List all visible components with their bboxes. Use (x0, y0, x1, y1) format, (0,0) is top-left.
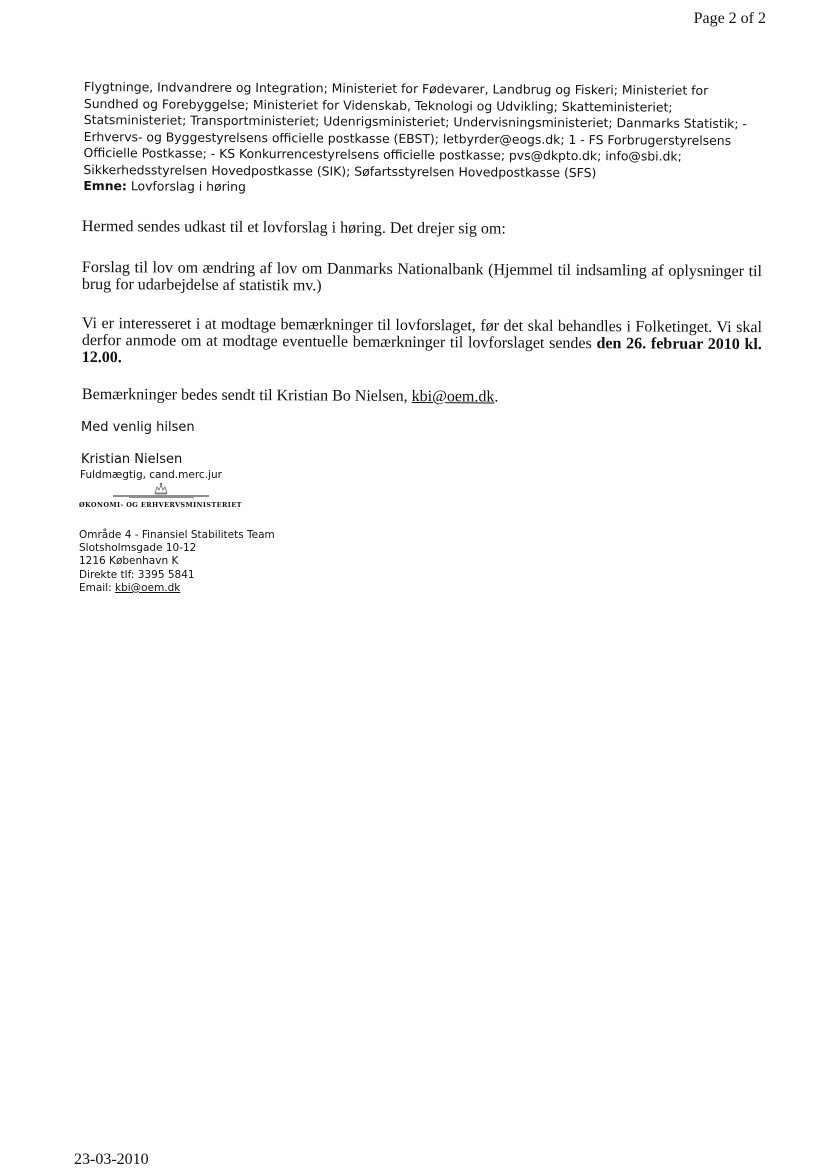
recipients-line: Statsministeriet; Transportministeriet; Udenrigsministeriet; Undervisningsministeriet; Danmarks Statistik; - (83, 111, 747, 132)
page-number: Page 2 of 2 (693, 10, 766, 27)
ministry-logo (79, 482, 259, 512)
greeting: Med venlig hilsen (81, 420, 195, 435)
recipients-line: Flygtninge, Indvandrere og Integration; Ministeriet for Fødevarer, Landbrug og Fiskeri; Ministeriet for (83, 79, 709, 98)
subject-label: Emne: (83, 177, 127, 194)
deadline-text: den 26. februar 2010 kl. 12.00. (81, 335, 762, 367)
subject-text: Lovforslag i høring (130, 178, 246, 194)
contact-city: 1216 København K (79, 555, 179, 568)
email-link[interactable]: kbi@oem.dk (411, 388, 495, 406)
intro-paragraph: Hermed sendes udkast til et lovforslag i høring. Det drejer sig om: (81, 218, 506, 238)
recipients-line: Sikkerhedsstyrelsen Hovedpostkasse (SIK); Søfartsstyrelsen Hovedpostkasse (SFS) (83, 161, 597, 180)
ministry-logo-text: ØKONOMI- OG ERHVERVSMINISTERIET (79, 501, 242, 509)
footer-date: 23-03-2010 (74, 1151, 149, 1168)
contact-block (79, 529, 275, 595)
contact-email-line (79, 582, 275, 595)
crown-icon (79, 482, 259, 502)
proposal-paragraph: Forslag til lov om ændring af lov om Danmarks Nationalbank (Hjemmel til indsamling af oplysninger til brug for udarbejdelse af statistik mv.) (81, 259, 762, 295)
recipients-block (83, 79, 754, 199)
send-to-paragraph (82, 386, 762, 407)
recipients-line: Erhvervs- og Byggestyrelsens officielle postkasse (EBST); letbyrder@eogs.dk; 1 - FS Forbrugerstyrelsens (83, 128, 732, 148)
signer-name: Kristian Nielsen (81, 452, 183, 467)
signer-title: Fuldmægtig, cand.merc.jur (80, 469, 222, 481)
contact-email-label: Email: (79, 581, 112, 594)
request-paragraph (82, 315, 762, 370)
contact-unit: Område 4 - Finansiel Stabilitets Team (79, 529, 275, 541)
send-to-end: . (494, 388, 499, 406)
recipients-line: Officielle Postkasse; - KS Konkurrencestyrelsens officielle postkasse; pvs@dkpto.dk; info@sbi.dk; (83, 144, 682, 164)
contact-phone: Direkte tlf: 3395 5841 (79, 568, 195, 581)
recipients-line: Sundhed og Forebyggelse; Ministeriet for Videnskab, Teknologi og Udvikling; Skatteministeriet; (83, 95, 673, 115)
send-to-text: Bemærkninger bedes sendt til Kristian Bo Nielsen, (81, 386, 408, 405)
contact-email-link[interactable]: kbi@oem.dk (115, 581, 181, 594)
contact-street: Slotsholmsgade 10-12 (79, 542, 197, 555)
request-text: Vi er interesseret i at modtage bemærkninger til lovforslaget, før det skal behandles i Folketinget. Vi skal derfor anmode om at modtage eventuelle bemærkninger til lovforslaget sendes (81, 315, 762, 353)
subject-line (83, 178, 753, 199)
